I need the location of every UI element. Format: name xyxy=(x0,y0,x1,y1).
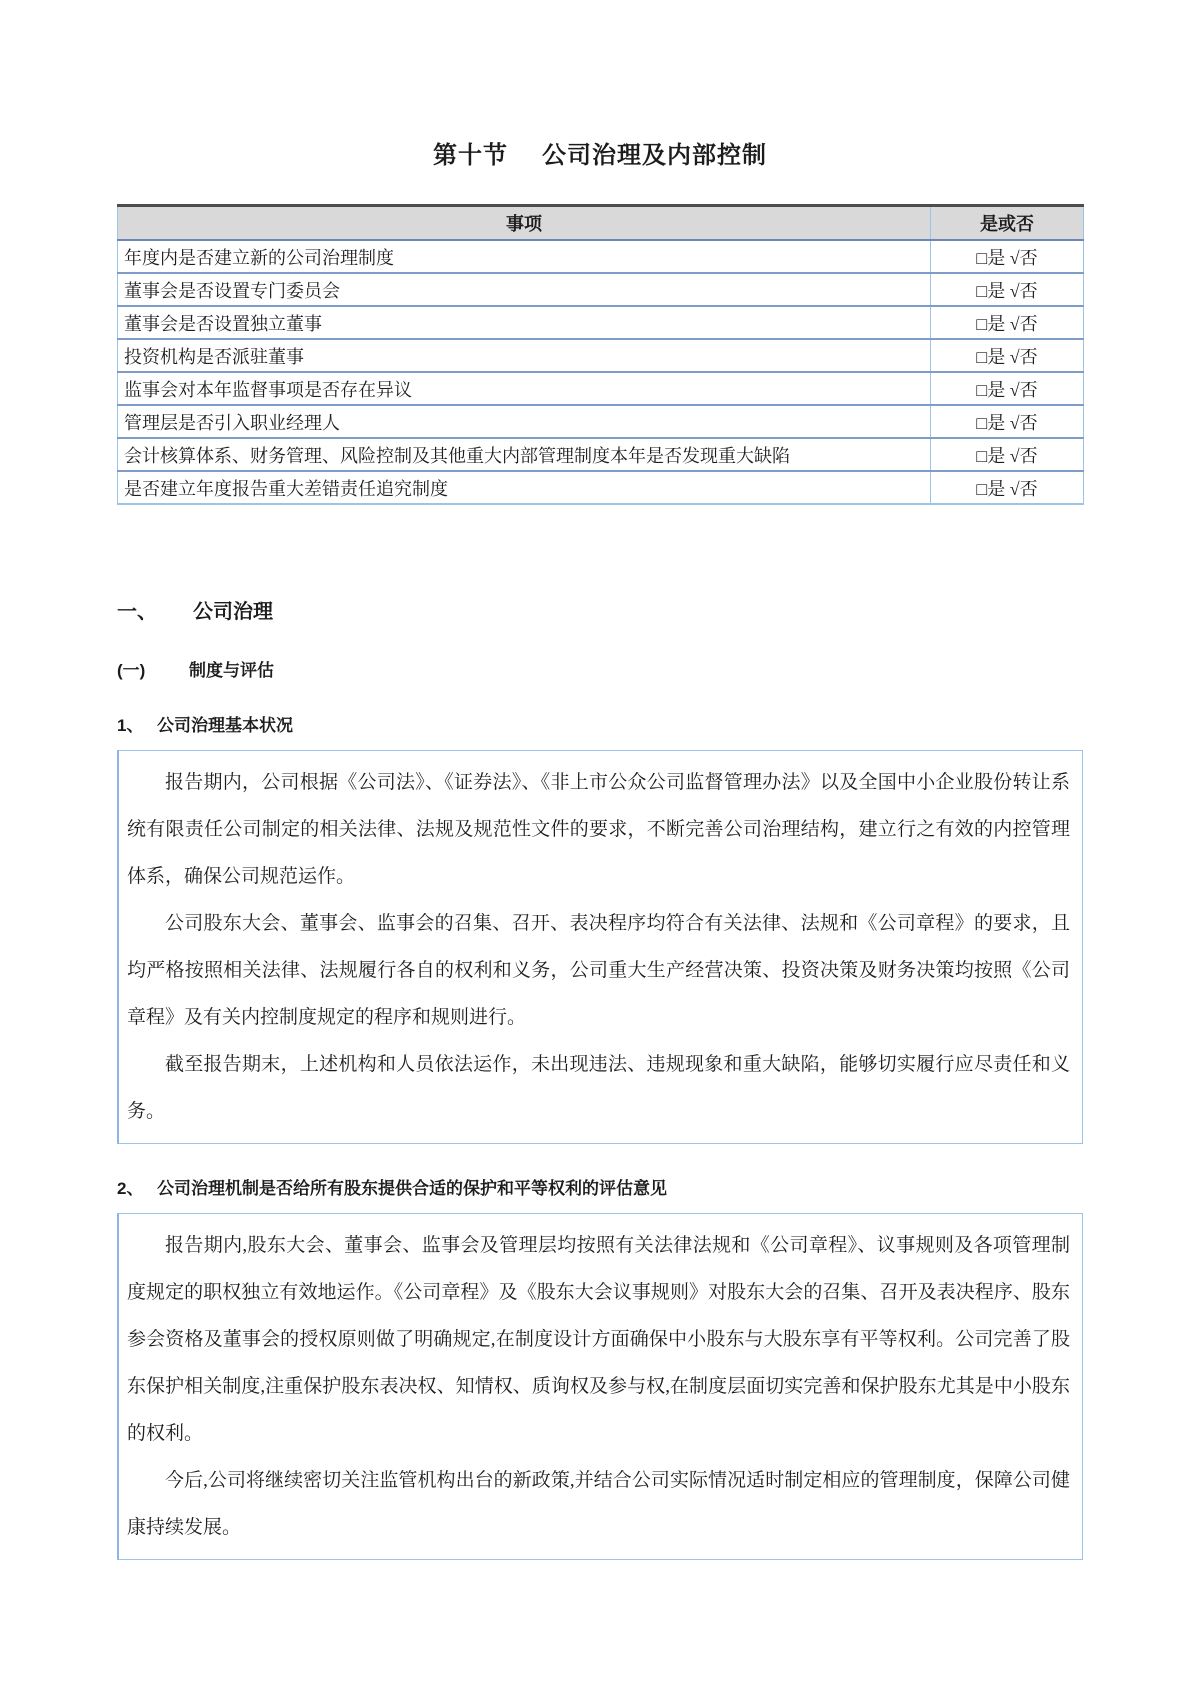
table-row xyxy=(118,372,1084,405)
item-cell: 管理层是否引入职业经理人 xyxy=(118,405,931,438)
table-header-row xyxy=(118,206,1084,241)
table-row xyxy=(118,240,1084,273)
governance-status-box xyxy=(117,750,1083,1144)
table-row xyxy=(118,471,1084,504)
paragraph: 截至报告期末，上述机构和人员依法运作，未出现违法、违规现象和重大缺陷，能够切实履行应尽责任和义务。 xyxy=(127,1054,1070,1122)
column-header-item: 事项 xyxy=(118,206,931,241)
paragraph: 今后,公司将继续密切关注监管机构出台的新政策,并结合公司实际情况适时制定相应的管理制度，保障公司健康持续发展。 xyxy=(127,1470,1070,1538)
item-cell: 董事会是否设置专门委员会 xyxy=(118,273,931,306)
item-number: 2、 xyxy=(117,1179,144,1198)
item-cell: 投资机构是否派驻董事 xyxy=(118,339,931,372)
table-row xyxy=(118,339,1084,372)
title-text: 公司治理及内部控制 xyxy=(542,142,767,169)
item-title: 公司治理机制是否给所有股东提供合适的保护和平等权利的评估意见 xyxy=(157,1179,667,1198)
paragraph: 公司股东大会、董事会、监事会的召集、召开、表决程序均符合有关法律、法规和《公司章程》的要求，且均严格按照相关法律、法规履行各自的权利和义务，公司重大生产经营决策、投资决策及财务决策均按照《公司章程》及有关内控制度规定的程序和规则进行。 xyxy=(127,913,1070,1028)
item-heading-governance-status xyxy=(117,711,1083,736)
answer-cell: □是 √否 xyxy=(931,372,1084,405)
paragraph: 报告期内,股东大会、董事会、监事会及管理层均按照有关法律法规和《公司章程》、议事规则及各项管理制度规定的职权独立有效地运作。《公司章程》及《股东大会议事规则》对股东大会的召集、召开及表决程序、股东参会资格及董事会的授权原则做了明确规定,在制度设计方面确保中小股东与大股东享有平等权利。公司完善了股东保护相关制度,注重保护股东表决权、知情权、质询权及参与权,在制度层面切实完善和保护股东尤其是中小股东的权利。 xyxy=(127,1235,1070,1444)
item-title: 公司治理基本状况 xyxy=(157,716,293,735)
governance-checklist-table xyxy=(117,204,1084,505)
answer-cell: □是 √否 xyxy=(931,273,1084,306)
section-title: 公司治理 xyxy=(193,601,273,623)
table-row xyxy=(118,273,1084,306)
answer-cell: □是 √否 xyxy=(931,339,1084,372)
item-number: 1、 xyxy=(117,716,144,735)
item-cell: 年度内是否建立新的公司治理制度 xyxy=(118,240,931,273)
section-number: 一、 xyxy=(117,601,157,623)
table-row xyxy=(118,405,1084,438)
answer-cell: □是 √否 xyxy=(931,438,1084,471)
page-title xyxy=(117,140,1083,172)
document-page xyxy=(117,0,1083,1560)
paragraph: 报告期内，公司根据《公司法》、《证券法》、《非上市公众公司监督管理办法》以及全国中小企业股份转让系统有限责任公司制定的相关法律、法规及规范性文件的要求，不断完善公司治理结构，建立行之有效的内控管理体系，确保公司规范运作。 xyxy=(127,772,1070,887)
column-header-answer: 是或否 xyxy=(931,206,1084,241)
table-row xyxy=(118,306,1084,339)
item-heading-shareholder-protection xyxy=(117,1174,1083,1199)
title-section-number: 第十节 xyxy=(433,142,508,169)
subsection-number: (一) xyxy=(117,661,146,680)
subsection-heading-system-evaluation xyxy=(117,656,1083,681)
table-row xyxy=(118,438,1084,471)
answer-cell: □是 √否 xyxy=(931,471,1084,504)
item-cell: 监事会对本年监督事项是否存在异议 xyxy=(118,372,931,405)
item-cell: 会计核算体系、财务管理、风险控制及其他重大内部管理制度本年是否发现重大缺陷 xyxy=(118,438,931,471)
section-heading-governance xyxy=(117,595,1083,624)
item-cell: 董事会是否设置独立董事 xyxy=(118,306,931,339)
subsection-title: 制度与评估 xyxy=(189,661,274,680)
answer-cell: □是 √否 xyxy=(931,405,1084,438)
item-cell: 是否建立年度报告重大差错责任追究制度 xyxy=(118,471,931,504)
answer-cell: □是 √否 xyxy=(931,240,1084,273)
answer-cell: □是 √否 xyxy=(931,306,1084,339)
shareholder-protection-box xyxy=(117,1213,1083,1560)
